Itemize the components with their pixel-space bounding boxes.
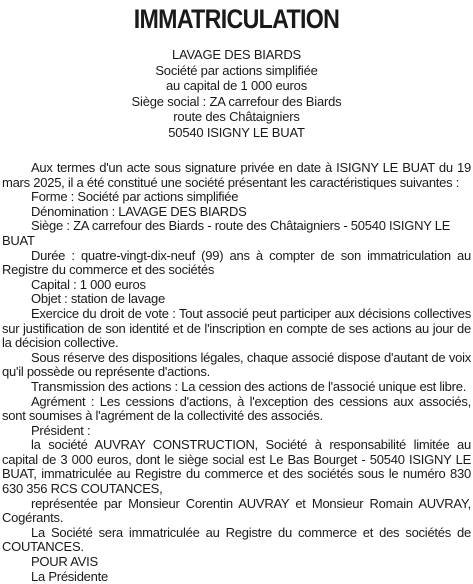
vote-paragraph: Exercice du droit de vote : Tout associé peut participer aux décisions collectives sur justification de son identité et de l'inscription en compte de ses actions au jour de la décision collective. xyxy=(2,305,471,351)
reserve-paragraph: Sous réserve des dispositions légales, chaque associé dispose d'autant de voix qu'il possède ou représente d'actions. xyxy=(2,349,471,380)
objet-line: Objet : station de lavage xyxy=(31,291,165,307)
notice-body xyxy=(2,161,471,584)
agrement-paragraph: Agrément : Les cessions d'actions, à l'exception des cessions aux associés, sont soumises à l'agrément de la collectivité des associés. xyxy=(2,393,471,424)
legal-notice xyxy=(2,0,471,584)
forme-line: Forme : Société par actions simplifiée xyxy=(31,189,239,205)
siege-line: Siège : ZA carrefour des Biards - route des Châtaigniers - 50540 ISIGNY LE BUAT xyxy=(2,218,451,248)
president-label: Président : xyxy=(31,422,91,438)
represented-paragraph: représentée par Monsieur Corentin AUVRAY et Monsieur Romain AUVRAY, Cogérants. xyxy=(2,495,471,526)
registration-paragraph: La Société sera immatriculée au Registre du commerce et des sociétés de COUTANCES. xyxy=(2,524,471,555)
notice-title: IMMATRICULATION xyxy=(133,4,340,34)
company-seat-line-3: 50540 ISIGNY LE BUAT xyxy=(168,124,305,140)
intro-paragraph: Aux termes d'un acte sous signature privée en date à ISIGNY LE BUAT du 19 mars 2025, il a été constitué une société présentant les caractéristiques suivantes : xyxy=(2,160,471,190)
president-paragraph: la société AUVRAY CONSTRUCTION, Société à responsabilité limitée au capital de 3 000 euros, dont le siège social est Le Bas Bourget - 50540 ISIGNY LE BUAT, immatriculée au Registre du commerce et des sociétés sous le numéro 830 630 356 RCS COUTANCES, xyxy=(2,437,471,497)
company-form: Société par actions simplifiée xyxy=(155,62,318,78)
signature: La Présidente xyxy=(31,568,108,584)
duree-paragraph: Durée : quatre-vingt-dix-neuf (99) ans à compter de son immatriculation au Registre du commerce et des sociétés xyxy=(2,247,471,278)
company-header xyxy=(2,47,471,140)
company-seat-line-2: route des Châtaigniers xyxy=(173,109,300,124)
transmission-paragraph: Transmission des actions : La cession des actions de l'associé unique est libre. xyxy=(31,378,467,394)
capital-line: Capital : 1 000 euros xyxy=(31,276,146,292)
company-name: LAVAGE DES BIARDS xyxy=(171,47,302,62)
pour-avis: POUR AVIS xyxy=(31,554,98,570)
denomination-line: Dénomination : LAVAGE DES BIARDS xyxy=(31,203,247,219)
company-seat-line-1: Siège social : ZA carrefour des Biards xyxy=(131,93,342,109)
company-capital: au capital de 1 000 euros xyxy=(166,78,307,93)
